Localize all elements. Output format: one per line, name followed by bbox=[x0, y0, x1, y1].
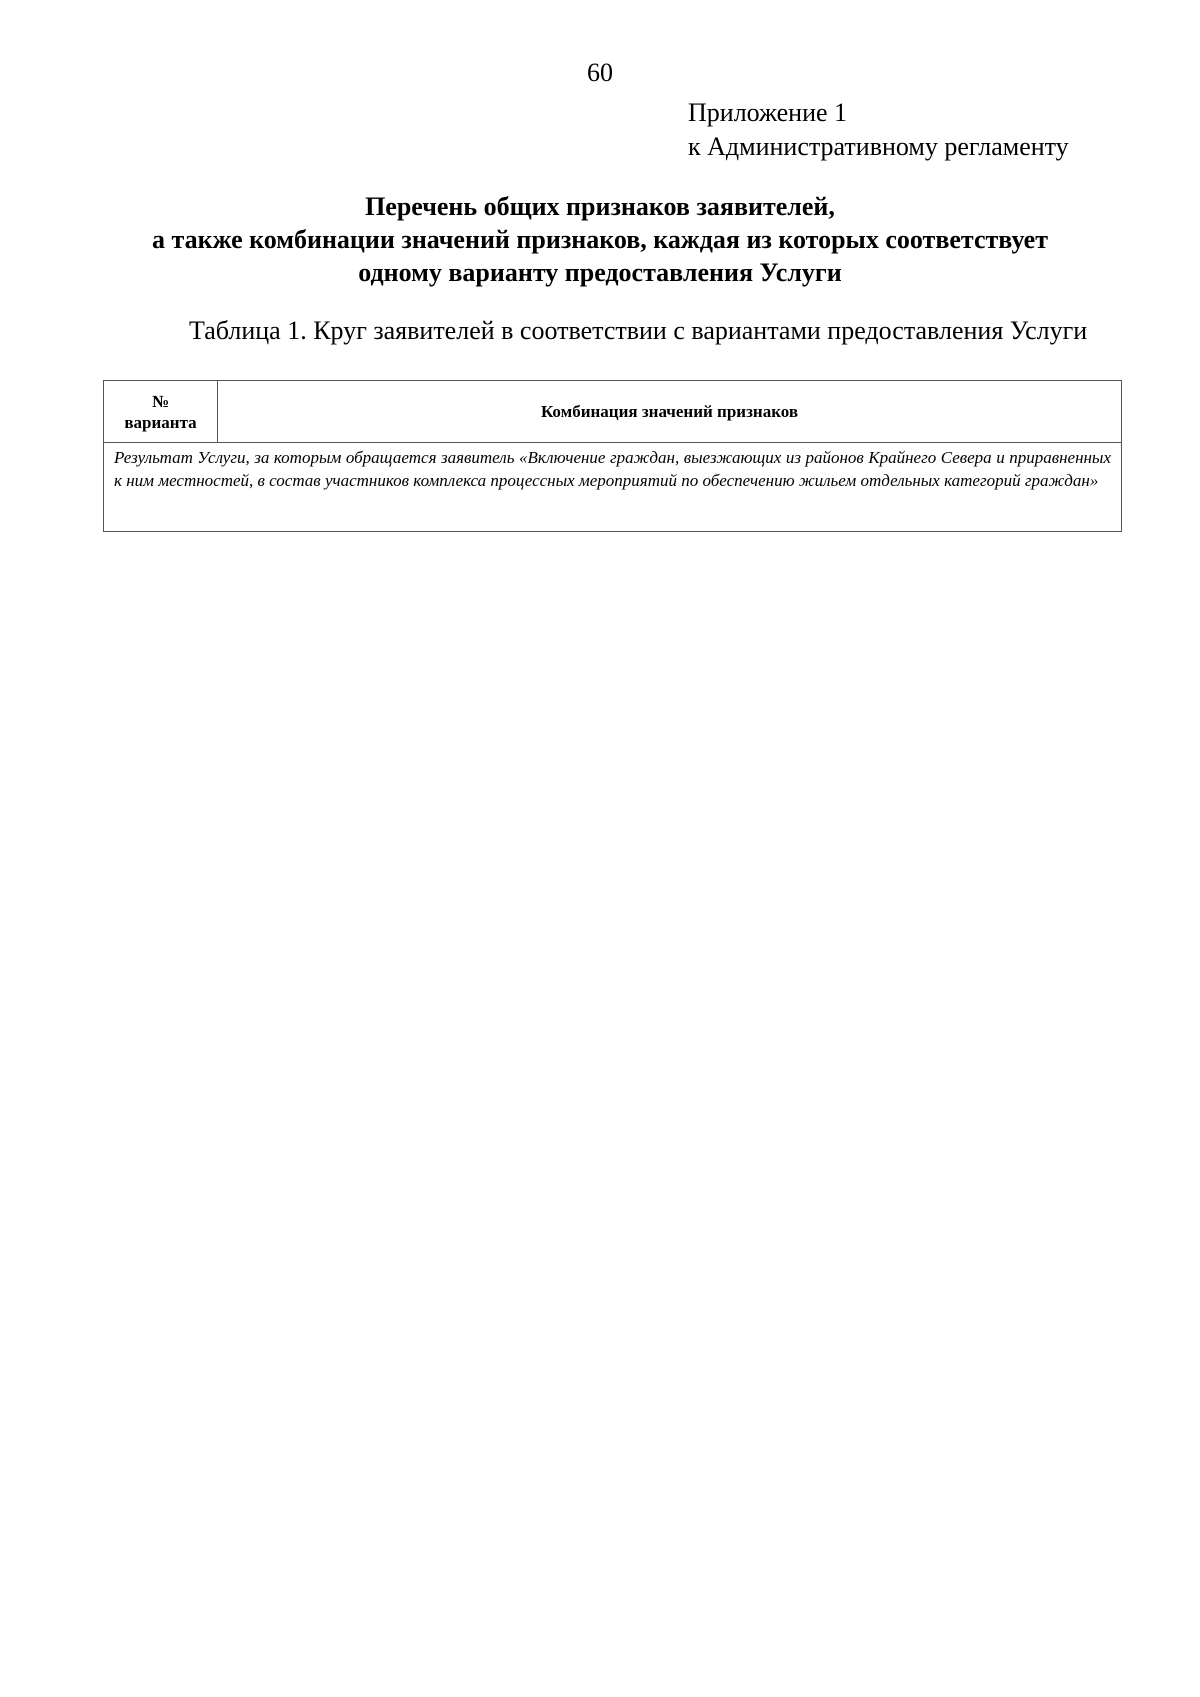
appendix-line-1: Приложение 1 bbox=[688, 98, 848, 127]
page-number: 60 bbox=[587, 58, 613, 87]
header-variant-number bbox=[104, 381, 218, 443]
applicant-criteria-table bbox=[103, 380, 1122, 532]
table-header-row bbox=[104, 381, 1122, 443]
header-number-word: варианта bbox=[124, 412, 197, 432]
appendix-reference bbox=[688, 96, 1069, 164]
document-title-line-3: одному варианту предоставления Услуги bbox=[358, 258, 842, 287]
appendix-line-2: к Административному регламенту bbox=[688, 132, 1069, 161]
document-title-line-1: Перечень общих признаков заявителей, bbox=[365, 192, 835, 221]
table-caption: Таблица 1. Круг заявителей в соответствии с вариантами предоставления Услуги bbox=[189, 316, 1088, 345]
document-title-line-2: а также комбинации значений признаков, каждая из которых соответствует bbox=[152, 225, 1048, 254]
header-combination: Комбинация значений признаков bbox=[218, 381, 1122, 443]
header-number-symbol: № bbox=[151, 391, 170, 411]
result-description-cell: Результат Услуги, за которым обращается заявитель «Включение граждан, выезжающих из районов Крайнего Севера и приравненных к ним местностей, в состав участников комплекса процессных мероприятий по обеспечению жильем отдельных категорий граждан» bbox=[104, 443, 1122, 532]
table-row bbox=[104, 443, 1122, 532]
document-title bbox=[0, 190, 1200, 289]
